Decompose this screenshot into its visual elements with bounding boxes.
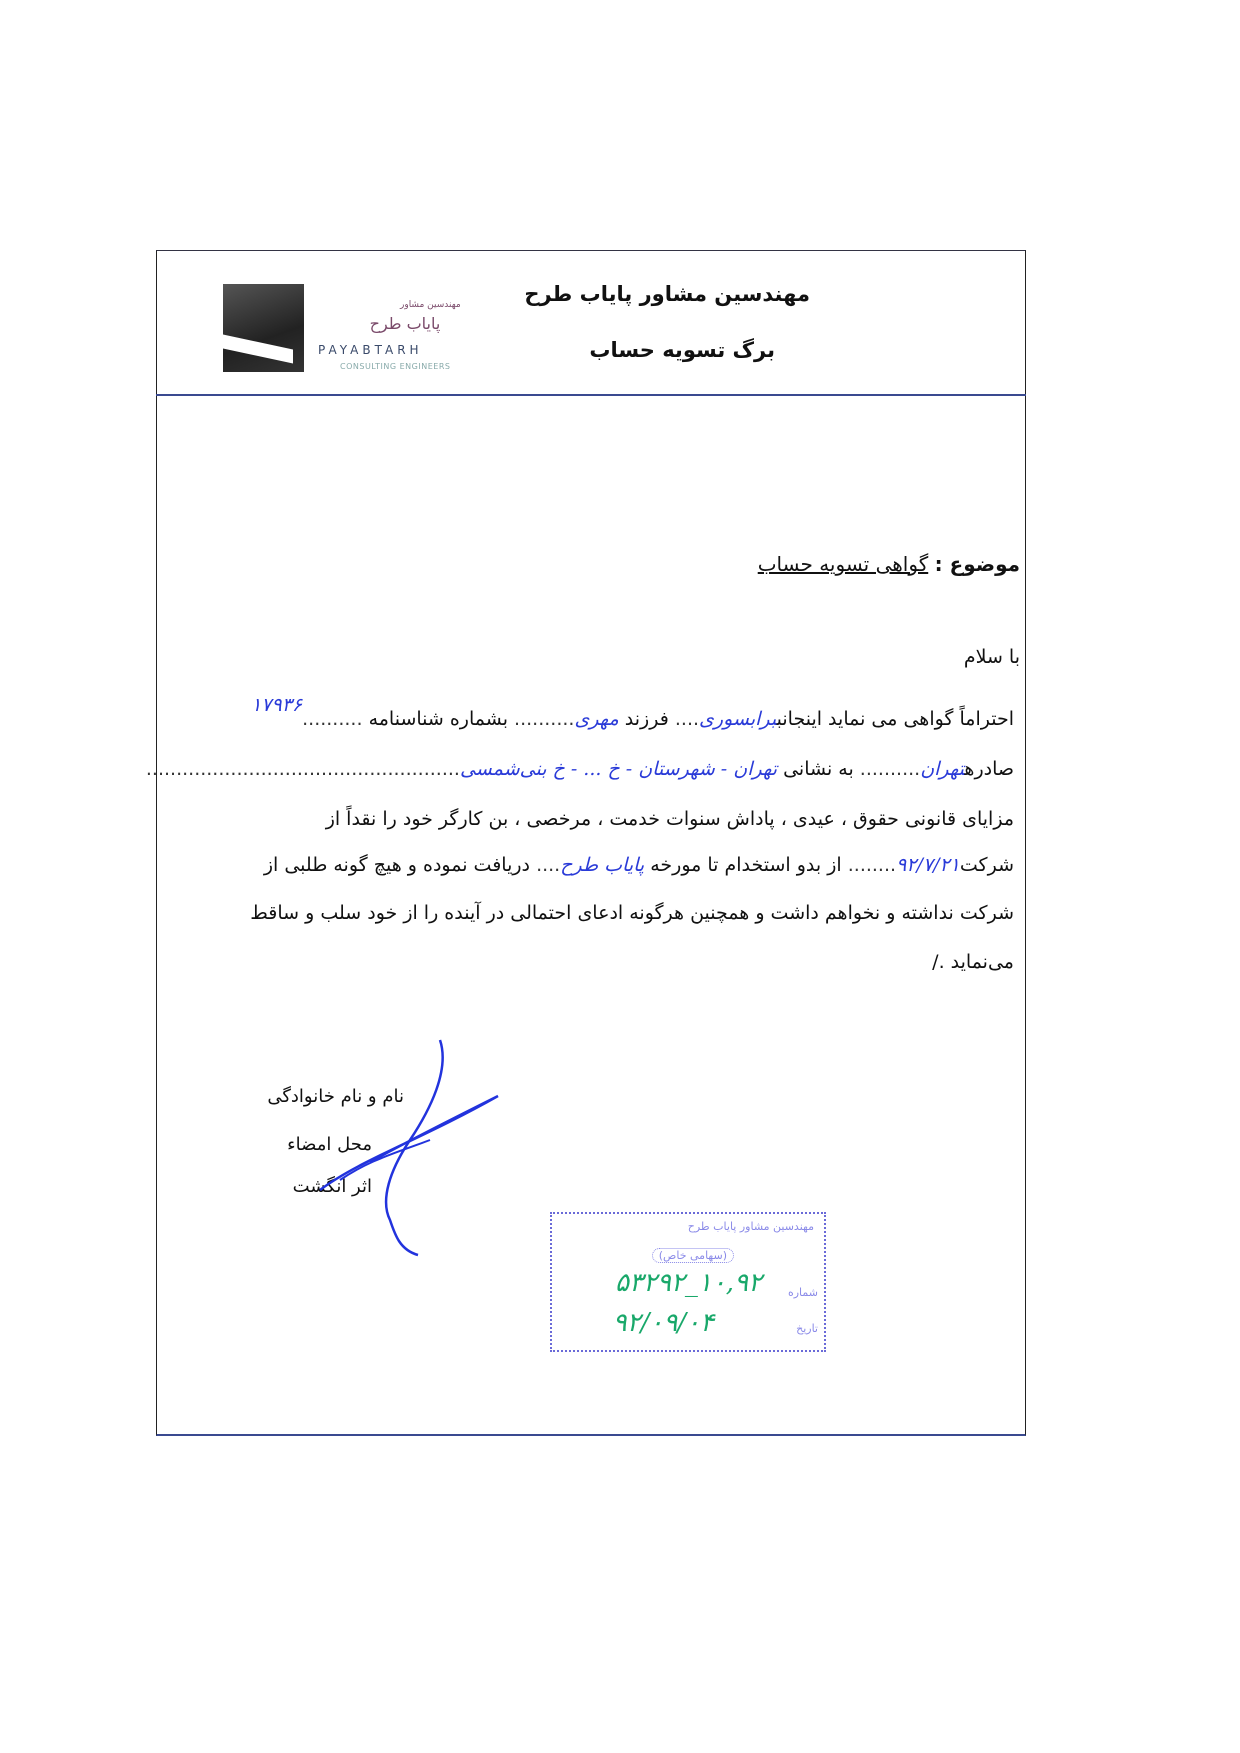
subject-line [758, 552, 1020, 576]
body-line-4: شرکت۹۲/۷/۲۱........ از بدو استخدام تا مورخه پایاب طرح.... دریافت نموده و هیچ گونه طلبی از [263, 854, 1014, 876]
signature-label: محل امضاء [287, 1134, 372, 1155]
handwritten-company: پایاب طرح [560, 854, 645, 876]
logo-en: PAYABTARH [318, 343, 423, 357]
handwritten-signature [300, 1030, 510, 1260]
logo-en-sub: CONSULTING ENGINEERS [340, 362, 451, 371]
handwritten-date: ۹۲/۷/۲۱ [896, 854, 960, 876]
header-divider [156, 394, 1026, 396]
name-label: نام و نام خانوادگی [267, 1086, 404, 1107]
subject-value: گواهی تسویه حساب [757, 552, 929, 576]
body-line-6: می‌نماید ./ [932, 951, 1014, 973]
body-line-3: مزایای قانونی حقوق ، عیدی ، پاداش سنوات خدمت ، مرخصی ، بن کارگر خود را نقداً از [325, 808, 1014, 830]
handwritten-issue-place: تهران [920, 758, 965, 780]
body-line-5: شرکت نداشته و نخواهم داشت و همچنین هرگونه ادعای احتمالی در آینده را از خود سلب و ساقط [250, 902, 1014, 924]
stamp-date: ۹۲/۰۹/۰۴ [612, 1308, 714, 1338]
text: دریافت نموده و هیچ گونه طلبی از [263, 854, 531, 876]
fingerprint-label: اثر انگشت [292, 1176, 372, 1197]
text: صادره [964, 758, 1014, 780]
company-logo-mark [223, 284, 304, 372]
salutation: با سلام [963, 646, 1020, 668]
text: به نشانی [783, 758, 854, 780]
logo-fa-small: مهندسین مشاور [400, 300, 461, 310]
handwritten-address: تهران - شهرستان - خ ... - خ بنی‌شمسی [459, 758, 778, 780]
stamp-subtitle: (سهامی خاص) [652, 1248, 734, 1263]
text: فرزند [624, 708, 669, 730]
subject-label: موضوع : [934, 552, 1020, 576]
stamp-date-label: تاریخ [796, 1322, 818, 1335]
text: از بدو استخدام تا مورخه [650, 854, 842, 876]
stamp-number-label: شماره [787, 1286, 818, 1299]
handwritten-id-number: ۱۷۹۳۶ [251, 694, 303, 716]
form-title: برگ تسویه حساب [589, 338, 775, 362]
company-title: مهندسین مشاور پایاب طرح [524, 282, 810, 306]
body-line-1: احتراماً گواهی می نماید اینجانببرابسوری.... فرزند مهری.......... بشماره شناسنامه ..........۱۷۹۳۶ [251, 694, 1014, 730]
body-line-2: صادرهتهران.......... به نشانی تهران - شهرستان - خ ... - خ بنی‌شمسی.................................................... [145, 758, 1014, 780]
stamp-title: مهندسین مشاور پایاب طرح [687, 1220, 814, 1233]
stamp-number: ۱۰,۹۲_۵۳۲۹۲ [615, 1268, 762, 1298]
text: شرکت [959, 854, 1014, 876]
text: احتراماً گواهی می نماید اینجانب [776, 708, 1014, 730]
logo-fa: پایاب طرح [369, 314, 441, 333]
handwritten-name: برابسوری [699, 708, 777, 730]
text: بشماره شناسنامه [368, 708, 508, 730]
company-stamp [550, 1212, 826, 1352]
handwritten-father-name: مهری [574, 708, 619, 730]
